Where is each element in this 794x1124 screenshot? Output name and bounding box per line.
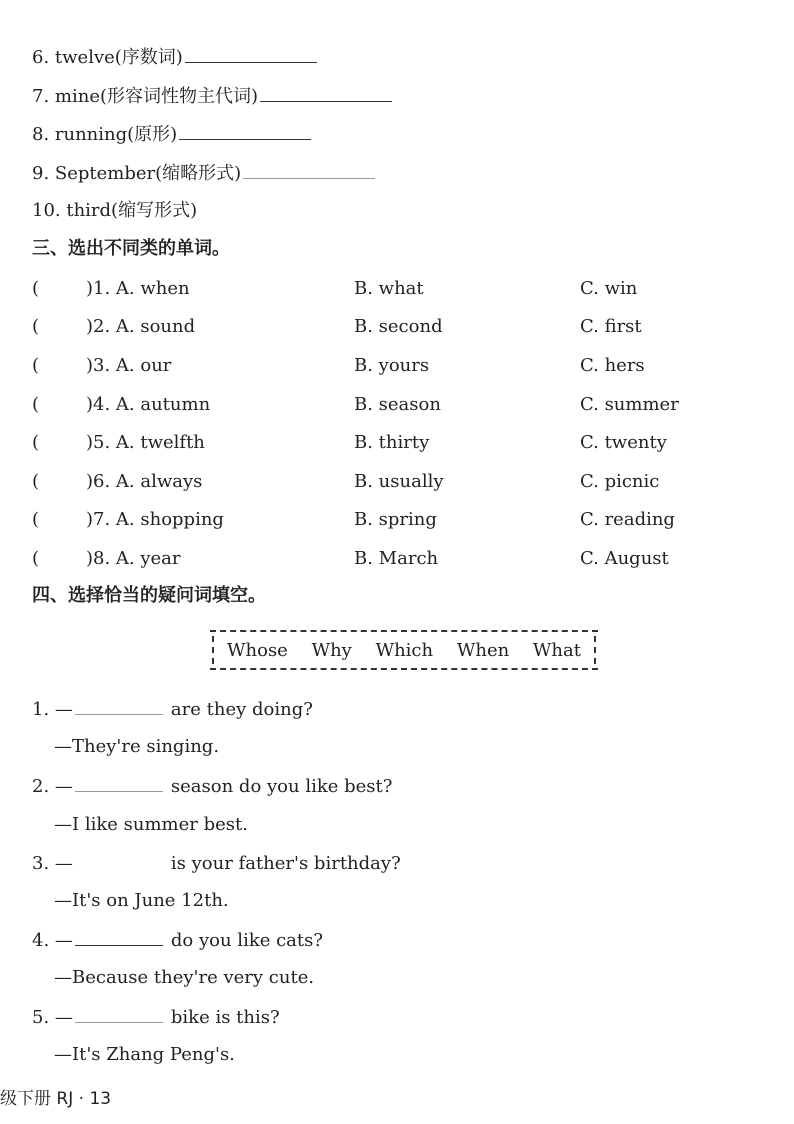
answer-1: —They're singing. [54, 736, 220, 757]
option-a: )3. A. our [86, 355, 172, 376]
question-5: 5. — bike is this? [32, 1007, 280, 1028]
section-4-title: 四、选择恰当的疑问词填空。 [32, 585, 266, 606]
option-b: B. second [354, 316, 443, 337]
answer-paren[interactable]: ( [32, 278, 40, 299]
answer-blank[interactable] [179, 123, 311, 140]
mc-row [32, 508, 772, 532]
answer-blank[interactable] [75, 775, 163, 792]
option-b: B. season [354, 394, 441, 415]
fill-item-10: 10. third(缩写形式) [32, 200, 198, 221]
option-a: )8. A. year [86, 548, 181, 569]
option-c: C. hers [580, 355, 645, 376]
word-why: Why [311, 640, 352, 661]
option-c: C. win [580, 278, 638, 299]
option-a: )1. A. when [86, 278, 190, 299]
answer-blank[interactable] [75, 929, 163, 946]
option-a: )4. A. autumn [86, 394, 211, 415]
mc-row [32, 547, 772, 571]
answer-blank[interactable] [260, 85, 392, 102]
mc-row [32, 277, 772, 301]
word-when: When [456, 640, 510, 661]
option-b: B. yours [354, 355, 430, 376]
option-c: C. summer [580, 394, 679, 415]
option-b: B. March [354, 548, 439, 569]
answer-blank[interactable] [75, 1006, 163, 1023]
answer-2: —I like summer best. [54, 814, 248, 835]
answer-blank[interactable] [75, 698, 163, 715]
option-c: C. first [580, 316, 642, 337]
answer-paren[interactable]: ( [32, 316, 40, 337]
option-a: )7. A. shopping [86, 509, 224, 530]
word-what: What [532, 640, 581, 661]
answer-paren[interactable]: ( [32, 548, 40, 569]
answer-paren[interactable]: ( [32, 394, 40, 415]
option-a: )6. A. always [86, 471, 203, 492]
option-b: B. thirty [354, 432, 430, 453]
question-2: 2. — season do you like best? [32, 776, 393, 797]
answer-paren[interactable]: ( [32, 509, 40, 530]
mc-row [32, 431, 772, 455]
option-c: C. reading [580, 509, 675, 530]
answer-blank[interactable] [243, 162, 375, 179]
fill-item-7: 7. mine(形容词性物主代词) [32, 85, 392, 108]
option-c: C. picnic [580, 471, 660, 492]
page-footer: 级下册 RJ · 13 [0, 1089, 112, 1109]
answer-paren[interactable]: ( [32, 471, 40, 492]
option-a: )5. A. twelfth [86, 432, 205, 453]
word-bank-words [210, 640, 598, 661]
mc-row [32, 393, 772, 417]
option-b: B. what [354, 278, 424, 299]
option-b: B. spring [354, 509, 437, 530]
option-b: B. usually [354, 471, 444, 492]
answer-5: —It's Zhang Peng's. [54, 1044, 235, 1065]
section-3-title: 三、选出不同类的单词。 [32, 238, 230, 259]
question-3: 3. — is your father's birthday? [32, 853, 401, 874]
answer-paren[interactable]: ( [32, 355, 40, 376]
mc-row [32, 470, 772, 494]
option-c: C. August [580, 548, 669, 569]
answer-blank[interactable] [75, 852, 163, 869]
question-1: 1. — are they doing? [32, 699, 313, 720]
answer-paren[interactable]: ( [32, 432, 40, 453]
fill-item-8: 8. running(原形) [32, 123, 311, 146]
answer-3: —It's on June 12th. [54, 890, 229, 911]
word-which: Which [375, 640, 434, 661]
answer-4: —Because they're very cute. [54, 967, 315, 988]
fill-item-6: 6. twelve(序数词) [32, 46, 317, 69]
word-whose: Whose [227, 640, 288, 661]
answer-blank[interactable] [185, 46, 317, 63]
mc-row [32, 354, 772, 378]
option-a: )2. A. sound [86, 316, 196, 337]
fill-item-9: 9. September(缩略形式) [32, 162, 375, 185]
option-c: C. twenty [580, 432, 667, 453]
question-4: 4. — do you like cats? [32, 930, 324, 951]
mc-row [32, 315, 772, 339]
word-bank [210, 630, 598, 670]
